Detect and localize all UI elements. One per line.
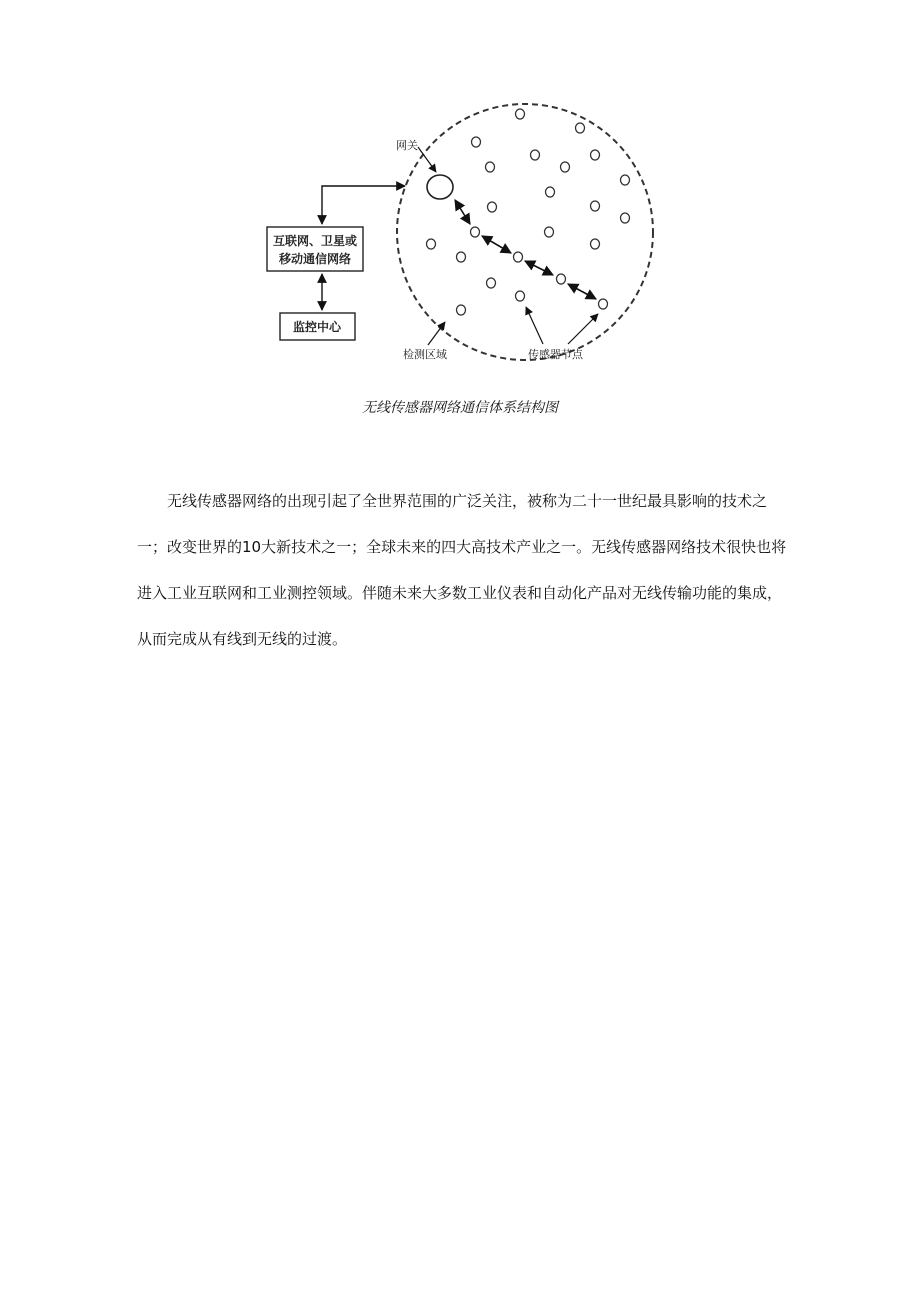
gateway-label: 网关 [396, 139, 418, 152]
gateway-network-link [322, 186, 405, 224]
wsn-architecture-diagram [0, 0, 920, 380]
sensor-node [472, 137, 481, 147]
sensor-node [486, 162, 495, 172]
detection-area-pointer [428, 322, 445, 345]
sensor-node [457, 252, 466, 262]
sensor-node [591, 239, 600, 249]
sensor-node-pointer-2 [568, 314, 598, 344]
sensor-node [516, 109, 525, 119]
network-box-line1: 互联网、卫星或 [272, 234, 358, 248]
sensor-node [487, 278, 496, 288]
detection-area-boundary [397, 104, 653, 360]
sensor-node [591, 150, 600, 160]
sensor-nodes [427, 109, 630, 315]
sensor-node [516, 291, 525, 301]
sensor-node [599, 299, 608, 309]
sensor-node [576, 123, 585, 133]
figure-caption: 无线传感器网络通信体系结构图 [362, 400, 558, 416]
sensor-node [621, 175, 630, 185]
sensor-node [591, 201, 600, 211]
sensor-node [621, 213, 630, 223]
sensor-node-pointer-1 [526, 307, 543, 344]
paragraph: 无线传感器网络的出现引起了全世界范围的广泛关注，被称为二十一世纪最具影响的技术之一；改变世界的10大新技术之一；全球未来的四大高技术产业之一。无线传感器网络技术很快也将进入工业互联网和工业测控领域。伴随未来大多数工业仪表和自动化产品对无线传输功能的集成，从而完成从有线到无线的过渡。 [137, 492, 787, 648]
sensor-node [514, 252, 523, 262]
hop-link [568, 284, 596, 299]
sensor-node [546, 187, 555, 197]
sensor-node [557, 274, 566, 284]
hop-link [455, 200, 470, 224]
detection-area-label: 检测区域 [403, 348, 447, 361]
sensor-node [561, 162, 570, 172]
network-box-line2: 移动通信网络 [278, 252, 352, 266]
sensor-node [488, 202, 497, 212]
sensor-node-label: 传感器节点 [528, 348, 583, 361]
sensor-node [545, 227, 554, 237]
gateway-node [427, 175, 453, 199]
multihop-links [455, 200, 596, 299]
sensor-node [531, 150, 540, 160]
sensor-node [427, 239, 436, 249]
monitor-center-label: 监控中心 [292, 320, 342, 334]
sensor-node [457, 305, 466, 315]
hop-link [482, 236, 511, 253]
body-text [137, 478, 787, 662]
hop-link [525, 261, 553, 275]
sensor-node [471, 227, 480, 237]
